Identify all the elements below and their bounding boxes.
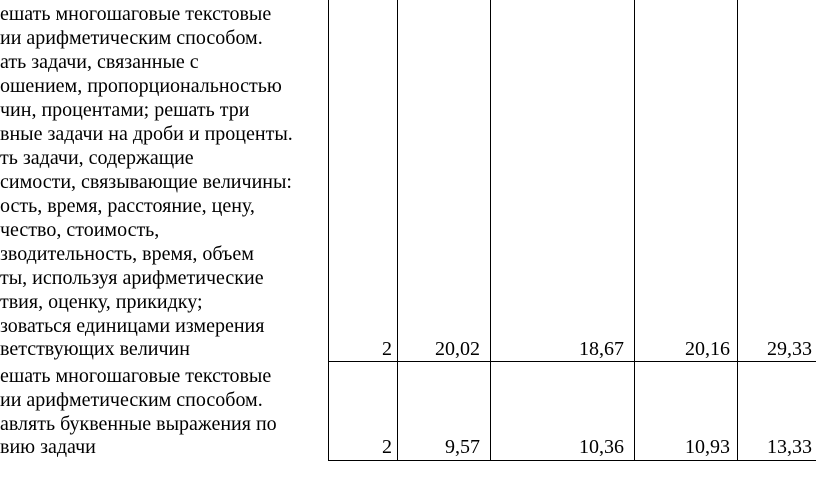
description-line: ветствующих величин xyxy=(0,338,190,360)
description-line: зоваться единицами измерения xyxy=(0,315,265,337)
cell-value: 20,02 xyxy=(435,338,480,360)
cell-value: 29,33 xyxy=(767,338,812,360)
description-line: ать задачи, связанные с xyxy=(0,51,199,73)
description-line: ии арифметическим способом. xyxy=(0,389,263,411)
cell-value: 18,67 xyxy=(579,338,624,360)
description-line: ошением, пропорциональностью xyxy=(0,75,282,97)
cell-points: 2 xyxy=(382,436,392,458)
description-line: симости, связывающие величины: xyxy=(0,171,292,193)
description-line: авлять буквенные выражения по xyxy=(0,413,277,435)
column-divider xyxy=(634,0,635,461)
description-line: ость, время, расстояние, цену, xyxy=(0,195,255,217)
column-divider xyxy=(490,0,491,461)
cell-value: 10,36 xyxy=(579,436,624,458)
description-line: ии арифметическим способом. xyxy=(0,27,263,49)
description-line: твия, оценку, прикидку; xyxy=(0,291,203,313)
cell-value: 10,93 xyxy=(685,436,730,458)
row-divider xyxy=(328,361,816,362)
cell-value: 9,57 xyxy=(445,436,480,458)
row-description xyxy=(0,0,326,361)
cell-value: 20,16 xyxy=(685,338,730,360)
cell-points: 2 xyxy=(382,338,392,360)
column-divider xyxy=(737,0,738,461)
description-line: вные задачи на дроби и проценты. xyxy=(0,123,293,145)
description-line: чин, процентами; решать три xyxy=(0,99,250,121)
description-line: ть задачи, содержащие xyxy=(0,147,194,169)
description-line: ешать многошаговые текстовые xyxy=(0,365,272,387)
description-line: ты, используя арифметические xyxy=(0,267,264,289)
description-line: вию задачи xyxy=(0,436,96,458)
description-line: ешать многошаговые текстовые xyxy=(0,3,272,25)
column-divider xyxy=(328,0,329,461)
description-line: зводительность, время, объем xyxy=(0,243,254,265)
table-bottom-border xyxy=(328,460,816,461)
cell-value: 13,33 xyxy=(767,436,812,458)
description-line: чество, стоимость, xyxy=(0,219,160,241)
column-divider xyxy=(397,0,398,461)
row-description xyxy=(0,362,326,460)
